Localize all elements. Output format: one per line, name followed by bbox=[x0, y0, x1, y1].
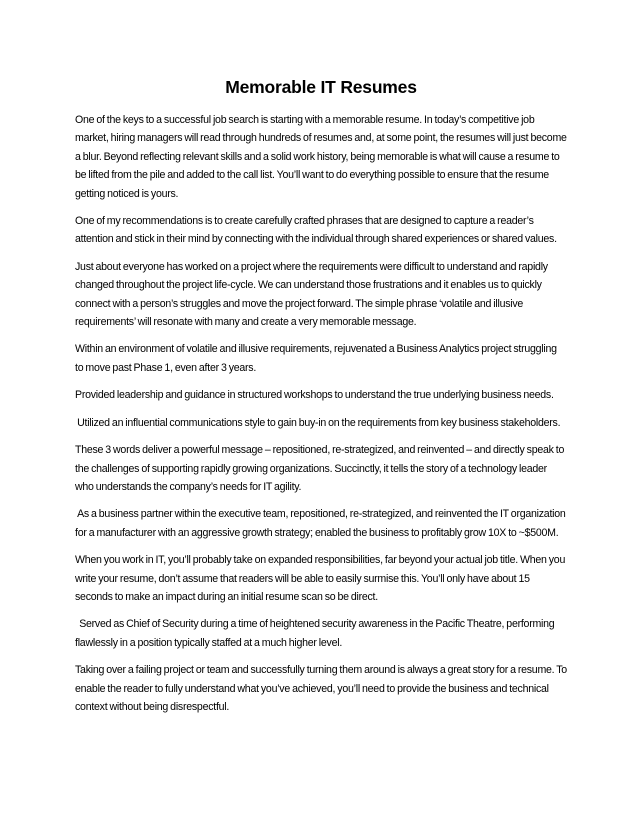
paragraph-10: Served as Chief of Security during a time of heightened security awareness in the Pacific Theatre, performing flawlessly in a position typically staffed at a much higher level. bbox=[75, 618, 557, 649]
paragraph-5: Provided leadership and guidance in structured workshops to understand the true underlying business needs. bbox=[75, 389, 554, 402]
paragraph-1: One of the keys to a successful job search is starting with a memorable resume. In today’s competitive job market, hiring managers will read through hundreds of resumes and, at some point, the resumes will just become a blur. Beyond reflecting relevant skills and a solid work history, being memorable is what will cause a resume to be lifted from the pile and added to the call list. You’ll want to do everything possible to ensure that the resume getting noticed is yours. bbox=[75, 114, 567, 200]
paragraph-9: When you work in IT, you’ll probably take on expanded responsibilities, far beyond your actual job title. When you write your resume, don’t assume that readers will be able to easily surmise this. You’ll only have about 15 seconds to make an impact during an initial resume scan so be direct. bbox=[75, 554, 566, 603]
document-title: Memorable IT Resumes bbox=[225, 77, 417, 97]
paragraph-3: Just about everyone has worked on a project where the requirements were difficult to understand and rapidly changed throughout the project life-cycle. We can understand those frustrations and it enables us to quickly connect with a person’s struggles and move the project forward. The simple phrase ‘volatile and illusive requirements’ will resonate with many and create a very memorable message. bbox=[75, 260, 548, 329]
paragraph-7: These 3 words deliver a powerful message – repositioned, re-strategized, and reinvented – and directly speak to the challenges of supporting rapidly growing organizations. Succinctly, it tells the story of a technology leader who understands the company’s needs for IT agility. bbox=[75, 444, 565, 493]
paragraph-2: One of my recommendations is to create carefully crafted phrases that are designed to capture a reader’s attention and stick in their mind by connecting with the individual through shared experiences or shared values. bbox=[75, 215, 557, 246]
paragraph-8: As a business partner within the executive team, repositioned, re-strategized, and reinvented the IT organization for a manufacturer with an aggressive growth strategy; enabled the business to profitably grow 10X to ~$500M. bbox=[75, 508, 568, 539]
paragraph-11: Taking over a failing project or team and successfully turning them around is always a great story for a resume. To enable the reader to fully understand what you’ve achieved, you’ll need to provide the business and technical context without being disrespectful. bbox=[75, 664, 567, 713]
paragraph-4: Within an environment of volatile and illusive requirements, rejuvenated a Business Analytics project struggling to move past Phase 1, even after 3 years. bbox=[75, 343, 557, 374]
document-page bbox=[75, 76, 567, 725]
paragraph-6: Utilized an influential communications style to gain buy-in on the requirements from key business stakeholders. bbox=[75, 416, 561, 429]
